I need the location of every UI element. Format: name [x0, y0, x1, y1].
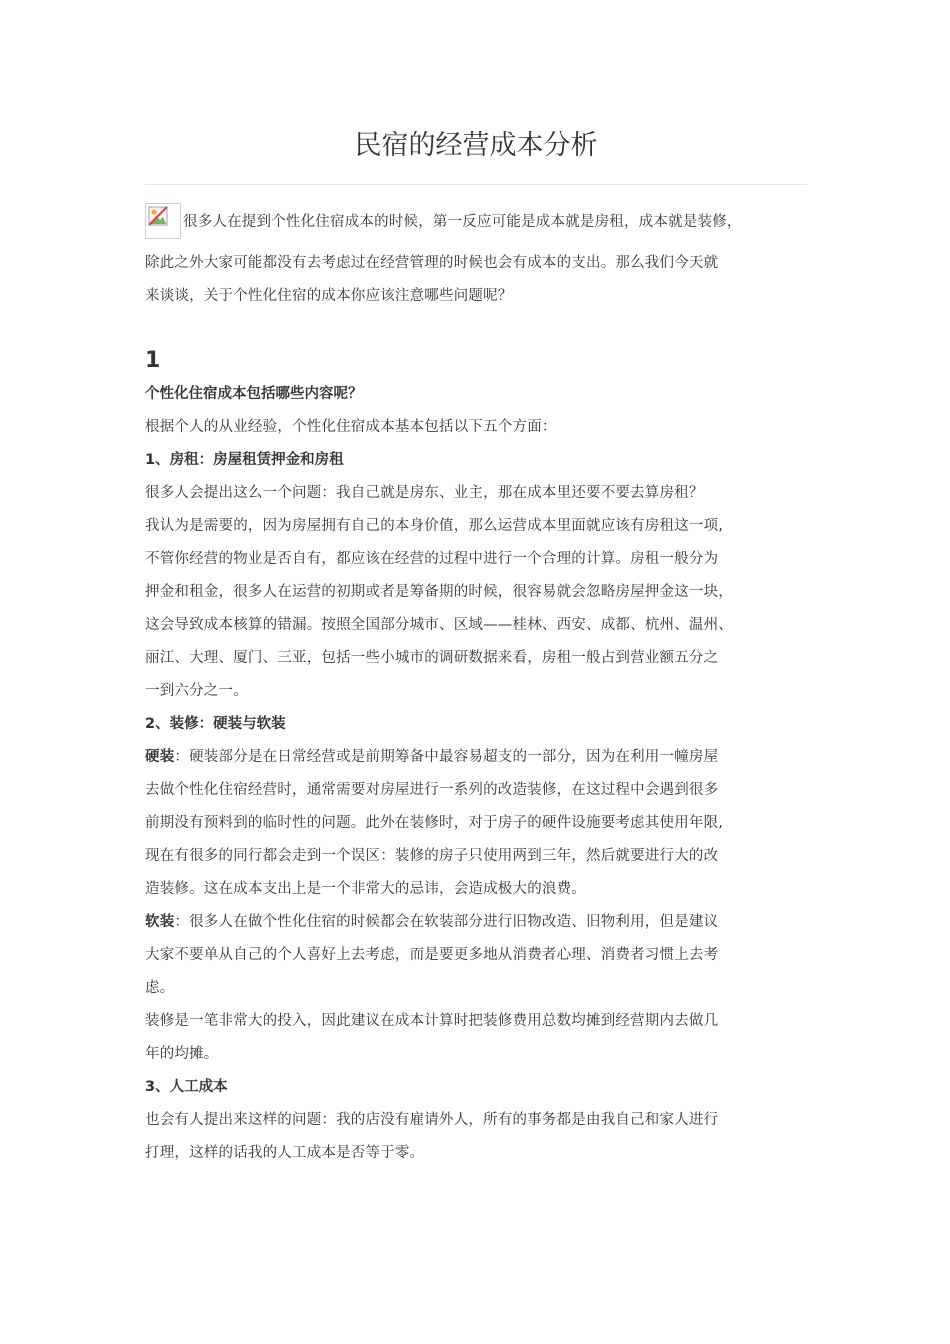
intro-line-3: 来谈谈，关于个性化住宿的成本你应该注意哪些问题呢？: [145, 288, 513, 304]
item1-heading: 1、房租：房屋租赁押金和房租: [145, 452, 344, 468]
decoration-summary-line: 年的均摊。: [145, 1046, 219, 1062]
item3-heading: 3、人工成本: [145, 1079, 228, 1095]
page-title: 民宿的经营成本分析: [354, 130, 598, 161]
soft-decoration-line-1: 软装：很多人在做个性化住宿的时候都会在软装部分进行旧物改造、旧物利用，但是建议: [145, 914, 719, 930]
broken-image-icon: [145, 203, 181, 239]
item3-line: 也会有人提出来这样的问题：我的店没有雇请外人，所有的事务都是由我自己和家人进行: [145, 1112, 719, 1128]
section-number: 1: [145, 348, 161, 373]
intro-line-1: 很多人在提到个性化住宿成本的时候，第一反应可能是成本就是房租，成本就是装修，: [145, 203, 815, 239]
section-lead: 根据个人的从业经验，个性化住宿成本基本包括以下五个方面：: [145, 419, 557, 435]
item1-line: 很多人会提出这么一个问题：我自己就是房东、业主，那在成本里还要不要去算房租？: [145, 485, 704, 501]
soft-decoration-line: 虑。: [145, 980, 175, 996]
intro-paragraph: [145, 203, 815, 313]
decoration-summary-line: 装修是一笔非常大的投入，因此建议在成本计算时把装修费用总数均摊到经营期内去做几: [145, 1013, 719, 1029]
hard-decoration-line: 现在有很多的同行都会走到一个误区：装修的房子只使用两到三年，然后就要进行大的改: [145, 848, 719, 864]
item3-line: 打理，这样的话我的人工成本是否等于零。: [145, 1145, 425, 1161]
hard-decoration-line-1: 硬装：硬装部分是在日常经营或是前期筹备中最容易超支的一部分，因为在利用一幢房屋: [145, 749, 719, 765]
hard-decoration-line: 前期没有预料到的临时性的问题。此外在装修时，对于房子的硬件设施要考虑其使用年限,: [145, 815, 724, 831]
soft-decoration-label: 软装: [145, 914, 175, 930]
soft-decoration-line: 大家不要单从自己的个人喜好上去考虑，而是要更多地从消费者心理、消费者习惯上去考: [145, 947, 719, 963]
item1-line: 不管你经营的物业是否自有，都应该在经营的过程中进行一个合理的计算。房租一般分为: [145, 551, 719, 567]
item1-line: 押金和租金，很多人在运营的初期或者是筹备期的时候，很容易就会忽略房屋押金这一块，: [145, 584, 733, 600]
hard-decoration-line: 去做个性化住宿经营时，通常需要对房屋进行一系列的改造装修，在这过程中会遇到很多: [145, 782, 719, 798]
item2-heading: 2、装修：硬装与软装: [145, 716, 286, 732]
item1-line: 这会导致成本核算的错漏。按照全国部分城市、区域——桂林、西安、成都、杭州、温州、: [145, 617, 733, 633]
intro-line-2: 除此之外大家可能都没有去考虑过在经营管理的时候也会有成本的支出。那么我们今天就: [145, 255, 719, 271]
item1-line: 一到六分之一。: [145, 683, 248, 699]
section-heading: 个性化住宿成本包括哪些内容呢？: [145, 386, 363, 402]
item1-line: 我认为是需要的，因为房屋拥有自己的本身价值，那么运营成本里面就应该有房租这一项,: [145, 518, 724, 534]
title-divider: [145, 184, 807, 185]
hard-decoration-line: 造装修。这在成本支出上是一个非常大的忌讳，会造成极大的浪费。: [145, 881, 586, 897]
section-body: [145, 378, 815, 1170]
item1-line: 丽江、大理、厦门、三亚，包括一些小城市的调研数据来看，房租一般占到营业额五分之: [145, 650, 719, 666]
hard-decoration-label: 硬装: [145, 749, 175, 765]
